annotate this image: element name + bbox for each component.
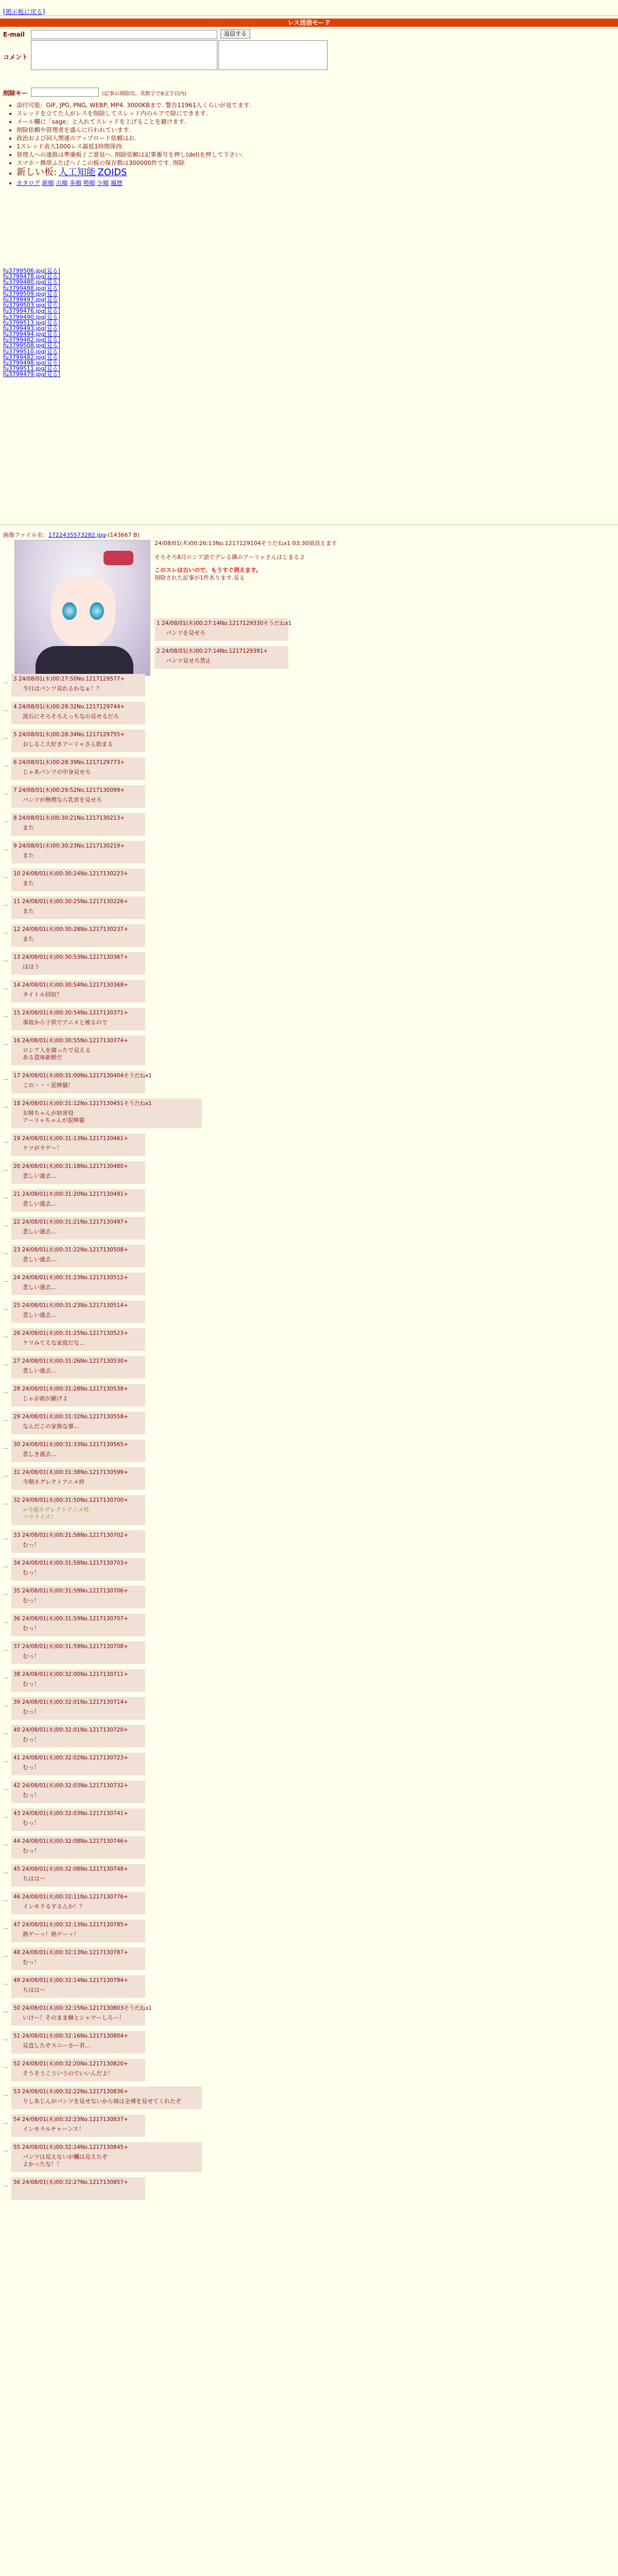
reply-comment: ケツみてえな家庭だな…: [23, 1340, 85, 1346]
reply-header: 24 24/08/01(木)00:31:23No.1217130512+: [13, 1275, 128, 1281]
op-header: 24/08/01(木)00:26:13No.1217129104そうだねx1 03:30頃消えます: [154, 540, 337, 547]
reply-post: [11, 674, 145, 697]
reply-indent: …: [3, 874, 8, 879]
reply-header: 26 24/08/01(木)00:31:25No.1217130523+: [13, 1330, 128, 1336]
reply-indent: …: [3, 1535, 8, 1541]
reply-post: [11, 924, 145, 947]
reply-comment: ほほう: [23, 963, 40, 970]
sort-few-link[interactable]: 少順: [97, 179, 109, 187]
reply-indent: …: [3, 2036, 8, 2042]
reply-indent: …: [3, 1647, 8, 1652]
reply-indent: …: [3, 1980, 8, 1986]
reply-comment: パンツは見えないが欄は見えたぞ よかったな！！: [23, 2154, 108, 2167]
reply-header: 32 24/08/01(木)00:31:50No.1217130700+: [13, 1497, 128, 1503]
reply-header: 36 24/08/01(木)00:31:59No.1217130707+: [13, 1616, 128, 1622]
reply-header: 38 24/08/01(木)00:32:00No.1217130711+: [13, 1671, 128, 1677]
reply-comment: むっ！: [23, 1736, 40, 1743]
reply-indent: …: [3, 1591, 8, 1597]
reply-header: 41 24/08/01(木)00:32:02No.1217130723+: [13, 1755, 128, 1761]
reply-comment: いけー！そのまま棘とシャワーしろー！: [23, 2014, 125, 2021]
reply-header: 18 24/08/01(木)00:31:12No.1217130451そうだねx1: [13, 1100, 152, 1107]
op-file-info: [3, 531, 140, 539]
reply-indent: …: [3, 735, 8, 740]
reply-header: 8 24/08/01(木)00:30:21No.1217130213+: [13, 815, 125, 821]
reply-post: [11, 702, 145, 724]
reply-post: [11, 1920, 145, 1942]
reply-header: 14 24/08/01(木)00:30:54No.1217130368+: [13, 982, 128, 988]
file-link[interactable]: fu3799498.jpg[見る]: [3, 360, 60, 366]
reply-comment: むっ！: [23, 1764, 40, 1771]
reply-post: [11, 2003, 152, 2026]
new-board-label: 新しい板:: [16, 167, 57, 178]
reply-header: 10 24/08/01(木)00:30:24No.1217130223+: [13, 871, 128, 877]
reply-comment: 見直したぞスニーカー君…: [23, 2042, 91, 2049]
reply-indent: …: [3, 2008, 8, 2014]
op-body: [154, 553, 608, 582]
reply-indent: …: [3, 1278, 8, 1283]
reply-header: 21 24/08/01(木)00:31:20No.1217130491+: [13, 1191, 128, 1197]
reply-indent: …: [3, 1814, 8, 1819]
reply-comment: 悲しい過去…: [23, 1312, 57, 1318]
notice-item[interactable]: • スマホ・携帯ふたばへ / この板の保存数は300000件です. 削除: [16, 159, 408, 167]
thumb-face: [51, 577, 115, 649]
reply-post: [11, 1273, 145, 1295]
reply-indent: …: [3, 2092, 8, 2097]
reply-header: 31 24/08/01(木)00:31:38No.1217130599+: [13, 1469, 128, 1476]
reply-post: [11, 1530, 145, 1553]
reply-comment: むっ！: [23, 1597, 40, 1604]
notice-item: • メール欄に「sage」と入れてスレッドを上げることを避けます.: [16, 117, 408, 126]
delkey-note: (記事の削除用。英数字で8文字以内): [102, 91, 187, 97]
reply-indent: …: [3, 1139, 8, 1144]
reply-comment: 悲しい過去…: [23, 1200, 57, 1207]
reply-post: [11, 1781, 145, 1803]
comment-label: コメント: [3, 54, 28, 61]
reply-comment: むっ！: [23, 1708, 40, 1715]
file-link[interactable]: fu3799509.jpg[見る]: [3, 290, 60, 297]
reply-header: 54 24/08/01(木)00:32:23No.1217130837+: [13, 2116, 128, 2123]
reply-post: [11, 1328, 145, 1351]
reply-comment: むっ！: [23, 1569, 40, 1576]
reply-indent: …: [3, 1472, 8, 1478]
reply-indent: …: [3, 1250, 8, 1256]
reply-post: [11, 1439, 145, 1462]
reply-indent: …: [3, 1702, 8, 1708]
reply-indent: …: [3, 1333, 8, 1339]
sort-momentum-link[interactable]: 勢順: [83, 179, 95, 187]
reply-post: [11, 1133, 145, 1156]
reply-header: 25 24/08/01(木)00:31:23No.1217130514+: [13, 1302, 128, 1309]
reply-post: [11, 2177, 145, 2200]
reply-comment: 悲しい過去…: [23, 1173, 57, 1179]
reply-header: 11 24/08/01(木)00:30:25No.1217130226+: [13, 899, 128, 905]
op-file-link[interactable]: 1722435573282.jpg: [48, 532, 106, 538]
reply-header: 4 24/08/01(木)00:28:32No.1217129744+: [13, 704, 125, 710]
file-link[interactable]: fu3799497.jpg[見る]: [3, 296, 60, 303]
reply-post: [11, 1947, 145, 1970]
reply-comment: おしるこ大好きアーリャさん始まる: [23, 741, 113, 748]
reply-comment: 事故から子供でアニメと被るので: [23, 1019, 108, 1026]
reply-post: [11, 1641, 145, 1664]
file-link[interactable]: fu3799488.jpg[見る]: [3, 284, 60, 292]
reply-indent: …: [3, 1445, 8, 1450]
reply-post: [11, 1864, 145, 1887]
reply-header: 56 24/08/01(木)00:32:27No.1217130857+: [13, 2179, 128, 2185]
reply-header: 9 24/08/01(木)00:30:23No.1217130219+: [13, 843, 125, 849]
file-link[interactable]: fu3799506.jpg[見る]: [3, 267, 60, 274]
reply-comment: ちはは〜: [23, 1987, 45, 1993]
sort-old-link[interactable]: 古順: [56, 179, 68, 187]
reply-header: 34 24/08/01(木)00:31:58No.1217130703+: [13, 1560, 128, 1566]
reply-header: 19 24/08/01(木)00:31:13No.1217130461+: [13, 1136, 128, 1142]
reply-indent: …: [3, 1104, 8, 1109]
reply-post: [11, 869, 145, 891]
reply-indent: …: [3, 1925, 8, 1930]
reply-comment: ちはは〜: [23, 1875, 45, 1882]
reply-header: 20 24/08/01(木)00:31:18No.1217130480+: [13, 1163, 128, 1170]
email-field[interactable]: [31, 30, 217, 39]
reply-indent: …: [3, 1166, 8, 1172]
reply-header: 50 24/08/01(木)00:32:15No.1217130803そうだねx1: [13, 2005, 152, 2011]
reply-comment: むっ！: [23, 1848, 40, 1854]
reply-comment: そうそうこういうのでいいんだよ！: [23, 2070, 113, 2077]
reply-post: [11, 1836, 145, 1859]
reply-post: [11, 2114, 145, 2137]
reply-post: [11, 1356, 145, 1379]
thread-divider: [0, 524, 618, 525]
reply-post: [11, 1036, 145, 1065]
op-comment: そろそろ8月ロシア語でデレる隣のアーリャさんはじまるよ: [154, 554, 305, 561]
reply-header: 16 24/08/01(木)00:30:55No.1217130374+: [13, 1038, 128, 1044]
reply-comment: 悲しい過去…: [23, 1367, 57, 1374]
reply-indent: …: [3, 1786, 8, 1791]
reply-header: 3 24/08/01(木)00:27:50No.1217129577+: [13, 676, 125, 682]
reply-indent: …: [3, 1869, 8, 1875]
reply-post: [11, 1669, 145, 1692]
reply-post: [11, 1753, 145, 1775]
reply-comment: インモラるするんか！？: [23, 1903, 85, 1910]
reply-post: [11, 1412, 145, 1434]
reply-header: 12 24/08/01(木)00:30:28No.1217130237+: [13, 926, 128, 933]
reply-indent: …: [3, 1619, 8, 1624]
reply-post: [11, 841, 145, 863]
attached-file-list: [3, 268, 209, 378]
reply-header: 53 24/08/01(木)00:32:22No.1217130836+: [13, 2089, 128, 2095]
reply-indent: …: [3, 1897, 8, 1903]
file-link[interactable]: fu3799508.jpg[見る]: [3, 342, 60, 349]
reply-post: [11, 980, 145, 1003]
reply-comment: また: [23, 936, 34, 942]
reply-header: 40 24/08/01(木)00:32:01No.1217130720+: [13, 1727, 128, 1733]
email-label: E-mail: [3, 31, 25, 38]
reply-post: [11, 1725, 145, 1748]
reply-indent: …: [3, 1194, 8, 1200]
reply-indent: …: [3, 1563, 8, 1569]
file-link[interactable]: fu3799482.jpg[見る]: [3, 336, 60, 344]
reply-indent: …: [3, 2064, 8, 2070]
reply-header: 15 24/08/01(木)00:30:54No.1217130371+: [13, 1010, 128, 1016]
reply-comment: >今期ネグレクトアニメ枠 バラライズ！: [23, 1506, 90, 1520]
history-link[interactable]: 履歴: [110, 179, 123, 187]
file-link[interactable]: fu3799503.jpg[見る]: [3, 302, 60, 309]
catalog-link[interactable]: カタログ: [16, 179, 40, 187]
reply-post: [11, 1558, 145, 1581]
reply-comment: また: [23, 880, 34, 887]
reply-header: 27 24/08/01(木)00:31:26No.1217130530+: [13, 1358, 128, 1364]
reply-indent: …: [3, 1222, 8, 1228]
reply-post: [11, 757, 145, 780]
reply-header: 42 24/08/01(木)00:32:03No.1217130732+: [13, 1783, 128, 1789]
reply-indent: …: [3, 1013, 8, 1019]
op-file-label: 画像ファイル名：: [3, 532, 48, 538]
reply-header: 22 24/08/01(木)00:31:21No.1217130497+: [13, 1219, 128, 1225]
reply-header: 35 24/08/01(木)00:31:59No.1217130706+: [13, 1588, 128, 1594]
reply-indent: …: [3, 762, 8, 768]
reply-post: [11, 1300, 145, 1323]
reply-header: 7 24/08/01(木)00:29:52No.1217130099+: [13, 787, 125, 793]
reply-comment: ロシア人を腐ったで見える ある意味新鮮だ: [23, 1047, 91, 1061]
reply-comment: むっ！: [23, 1792, 40, 1799]
reply-comment: むっ！: [23, 1681, 40, 1687]
reply-header: 48 24/08/01(木)00:32:13No.1217130787+: [13, 1950, 128, 1956]
back-to-board-link[interactable]: [掲示板に戻る]: [3, 8, 45, 15]
reply-comment: また: [23, 908, 34, 914]
file-link[interactable]: fu3799511.jpg[見る]: [3, 365, 60, 372]
reply-header: 45 24/08/01(木)00:32:08No.1217130748+: [13, 1866, 128, 1872]
reply-indent: …: [3, 2147, 8, 2153]
reply-post: [11, 1384, 145, 1406]
reply-comment: 悲しい過去…: [23, 1256, 57, 1263]
file-link[interactable]: fu3799493.jpg[見る]: [3, 325, 60, 332]
reply-comment: じゃお前が顕げよ: [23, 1395, 68, 1402]
reply-indent: …: [3, 1076, 8, 1081]
reply-post: [11, 730, 145, 752]
reply-header: 1 24/08/01(木)00:27:14No.1217129330そうだねx1: [157, 620, 292, 626]
reply-header: 2 24/08/01(木)00:27:14No.1217129391+: [157, 648, 268, 654]
reply-indent: …: [3, 1361, 8, 1367]
reply-header: 47 24/08/01(木)00:32:13No.1217130785+: [13, 1922, 128, 1928]
reply-comment: じゃあパンツの中身見せろ: [23, 769, 91, 775]
reply-header: 28 24/08/01(木)00:31:28No.1217130538+: [13, 1386, 128, 1392]
reply-header: 44 24/08/01(木)00:32:08No.1217130746+: [13, 1838, 128, 1844]
op-file-size: -(143667 B): [106, 532, 140, 538]
reply-post: [11, 1614, 145, 1636]
delkey-label: 削除キー: [3, 90, 28, 97]
notice-item: • 添付可能：GIF, JPG, PNG, WEBP, MP4. 3000KBまで. 警告11961人くらいが見てます.: [16, 101, 408, 109]
reply-comment: ケツがラゲー！: [23, 1145, 62, 1151]
reply-comment: 悲しい過去…: [23, 1228, 57, 1235]
notice-list: [16, 101, 408, 187]
reply-comment: パンツを見せろ: [166, 630, 205, 636]
reply-comment: また: [23, 852, 34, 859]
reply-comment: パンツ見せろ禁止: [166, 657, 211, 664]
reply-indent: …: [3, 1500, 8, 1506]
reply-comment: また: [23, 824, 34, 831]
reply-post: [11, 1697, 145, 1720]
reply-header: 55 24/08/01(木)00:32:24No.1217130845+: [13, 2144, 128, 2150]
reply-post: [11, 2142, 202, 2172]
file-entry[interactable]: [3, 371, 209, 377]
new-board-link-ai[interactable]: 人工知能: [58, 167, 96, 178]
reply-post: [11, 2059, 145, 2081]
reply-indent: …: [3, 985, 8, 991]
file-link[interactable]: fu3799479.jpg[見る]: [3, 371, 60, 378]
reply-post: [11, 1808, 145, 1831]
reply-comment: パンツが無理なら乳首を見せろ: [23, 796, 102, 803]
reply-comment: お姉ちゃんが妨害役 アーリャちゃんが泥棒猫: [23, 1110, 85, 1124]
thumb-eye-right: [90, 602, 104, 620]
file-link[interactable]: fu3799513.jpg[見る]: [3, 319, 60, 326]
reply-post: [11, 896, 145, 919]
file-link[interactable]: fu3799482.jpg[見る]: [3, 353, 60, 361]
op-deleted-note: 削除された記事が1件あります.見る: [154, 574, 245, 581]
reply-comment: むっ！: [23, 1959, 40, 1965]
reply-post: [11, 1975, 145, 1998]
reply-indent: …: [3, 679, 8, 685]
reply-indent: …: [3, 1674, 8, 1680]
reply-indent: …: [3, 1041, 8, 1046]
notice-item: • 削除依頼や管理者を盛んに行われています.: [16, 126, 408, 134]
reply-header: 33 24/08/01(木)00:31:58No.1217130702+: [13, 1532, 128, 1538]
reply-indent: …: [3, 2120, 8, 2125]
reply-post: [11, 1098, 202, 1128]
sort-many-link[interactable]: 多順: [69, 179, 81, 187]
reply-post: [11, 1008, 145, 1030]
reply-indent: …: [3, 818, 8, 824]
thumb-eye-left: [62, 602, 77, 620]
sort-new-link[interactable]: 新順: [42, 179, 54, 187]
reply-post: [154, 618, 292, 641]
reply-post: [11, 1467, 145, 1490]
reply-comment: タイトル回収？: [23, 991, 62, 998]
reply-header: 46 24/08/01(木)00:32:11No.1217130776+: [13, 1894, 128, 1900]
delkey-field[interactable]: [31, 88, 99, 97]
reply-comment: むっ！: [23, 1820, 40, 1826]
reply-post: [11, 952, 145, 975]
reply-comment: この・・・泥棒猫！: [23, 1082, 74, 1089]
reply-header: 52 24/08/01(木)00:32:20No.1217130820+: [13, 2061, 128, 2067]
file-link[interactable]: fu3799478.jpg[見る]: [3, 273, 60, 280]
reply-comment: むっ！: [23, 1625, 40, 1632]
reply-comment: なんだこの家族な事…: [23, 1423, 79, 1430]
notice-item[interactable]: • 管理人への連絡は準備板 / ご意見へ. 削除依頼は記事番号を押し(del)を押して下さい.: [16, 150, 408, 159]
submit-button[interactable]: 返信する: [220, 29, 250, 39]
reply-post: [11, 1495, 145, 1525]
reply-post: [11, 1245, 145, 1267]
catalog-line: [16, 179, 408, 187]
reply-post: [11, 2031, 145, 2054]
reply-indent: …: [3, 707, 8, 713]
reply-indent: …: [3, 846, 8, 852]
reply-comment: 悲しき過去…: [23, 1451, 57, 1458]
reply-header: 5 24/08/01(木)00:28:34No.1217129755+: [13, 732, 125, 738]
reply-header: 30 24/08/01(木)00:31:33No.1217130565+: [13, 1442, 128, 1448]
reply-comment: 流石にそろそろえっちなの見せるだろ: [23, 713, 119, 720]
reply-indent: …: [3, 902, 8, 907]
reply-header: 6 24/08/01(木)00:28:39No.1217129773+: [13, 759, 125, 766]
notice-item: • スレッドを立てた人がレスを削除してスレッド内のルアで除にできます.: [16, 109, 408, 117]
reply-header: 51 24/08/01(木)00:32:16No.1217130804+: [13, 2033, 128, 2039]
file-link[interactable]: fu3799494.jpg[見る]: [3, 331, 60, 338]
reply-header: 39 24/08/01(木)00:32:01No.1217130714+: [13, 1699, 128, 1705]
thumb-ribbon: [104, 551, 133, 565]
reply-comment: 悲しい過去…: [23, 1284, 57, 1291]
reply-comment: むっ！: [23, 1653, 40, 1659]
file-link[interactable]: fu3799480.jpg[見る]: [3, 279, 60, 286]
reply-indent: …: [3, 1758, 8, 1764]
reply-post: [11, 1071, 152, 1093]
reply-indent: …: [3, 1841, 8, 1847]
reply-indent: …: [3, 957, 8, 963]
reply-comment: りしあじんがパンツを見せないから妹は全裸を見せてくれたぞ: [23, 2098, 181, 2105]
reply-indent: …: [3, 2182, 8, 2188]
top-divider: [0, 15, 618, 16]
reply-header: 13 24/08/01(木)00:30:53No.1217130367+: [13, 954, 128, 960]
file-link[interactable]: fu3799476.jpg[見る]: [3, 308, 60, 315]
reply-header: 49 24/08/01(木)00:32:14No.1217130794+: [13, 1977, 128, 1984]
new-board-line: [16, 167, 408, 179]
reply-post: [11, 1217, 145, 1240]
reply-header: 17 24/08/01(木)00:31:00No.1217130404そうだねx1: [13, 1073, 152, 1079]
comment-field-extended[interactable]: [218, 40, 328, 70]
reply-indent: …: [3, 1417, 8, 1422]
file-link[interactable]: fu3799490.jpg[見る]: [3, 313, 60, 320]
reply-post: [11, 1586, 145, 1608]
reply-indent: …: [3, 929, 8, 935]
thumb-clothes: [36, 646, 133, 676]
op-thumbnail-image[interactable]: [14, 540, 150, 676]
file-link[interactable]: fu3799510.jpg[見る]: [3, 348, 60, 355]
op-expire-warning: このスレは古いので、もうすぐ消えます。: [154, 567, 262, 573]
reply-post: [11, 1161, 145, 1184]
reply-header: 43 24/08/01(木)00:32:03No.1217130741+: [13, 1810, 128, 1817]
notice-item: • 政治および同人関連のアップロード依頼はお.: [16, 134, 408, 142]
reply-header: 23 24/08/01(木)00:31:22No.1217130508+: [13, 1247, 128, 1253]
reply-post: [11, 813, 145, 836]
reply-post: [11, 1892, 145, 1914]
reply-comment: インモラルチャーンス！: [23, 2126, 84, 2132]
reply-post: [154, 646, 288, 669]
reply-post: [11, 785, 145, 808]
reply-indent: …: [3, 1389, 8, 1395]
reply-header: 29 24/08/01(木)00:31:32No.1217130558+: [13, 1414, 128, 1420]
reply-comment: 今日はパンツ見れるかなぁ！？: [23, 685, 102, 692]
reply-comment: 熱ゲーッ！熱ゲーッ！: [23, 1931, 79, 1938]
notice-item: • 1スレッド表大1000レス最低1時間保持.: [16, 142, 408, 150]
reply-header: 37 24/08/01(木)00:31:59No.1217130708+: [13, 1643, 128, 1650]
reply-comment: むっ！: [23, 1541, 40, 1548]
reply-post: [11, 2087, 202, 2109]
mode-bar: レス送信モード: [0, 19, 618, 27]
comment-field[interactable]: [31, 40, 217, 70]
reply-indent: …: [3, 1953, 8, 1958]
reply-indent: …: [3, 790, 8, 796]
reply-comment: 今期ネグレクトアニメ枠: [23, 1479, 84, 1485]
reply-indent: …: [3, 1306, 8, 1311]
new-board-link-zoids[interactable]: ZOIDS: [97, 167, 127, 178]
reply-indent: …: [3, 1730, 8, 1736]
reply-post: [11, 1189, 145, 1212]
